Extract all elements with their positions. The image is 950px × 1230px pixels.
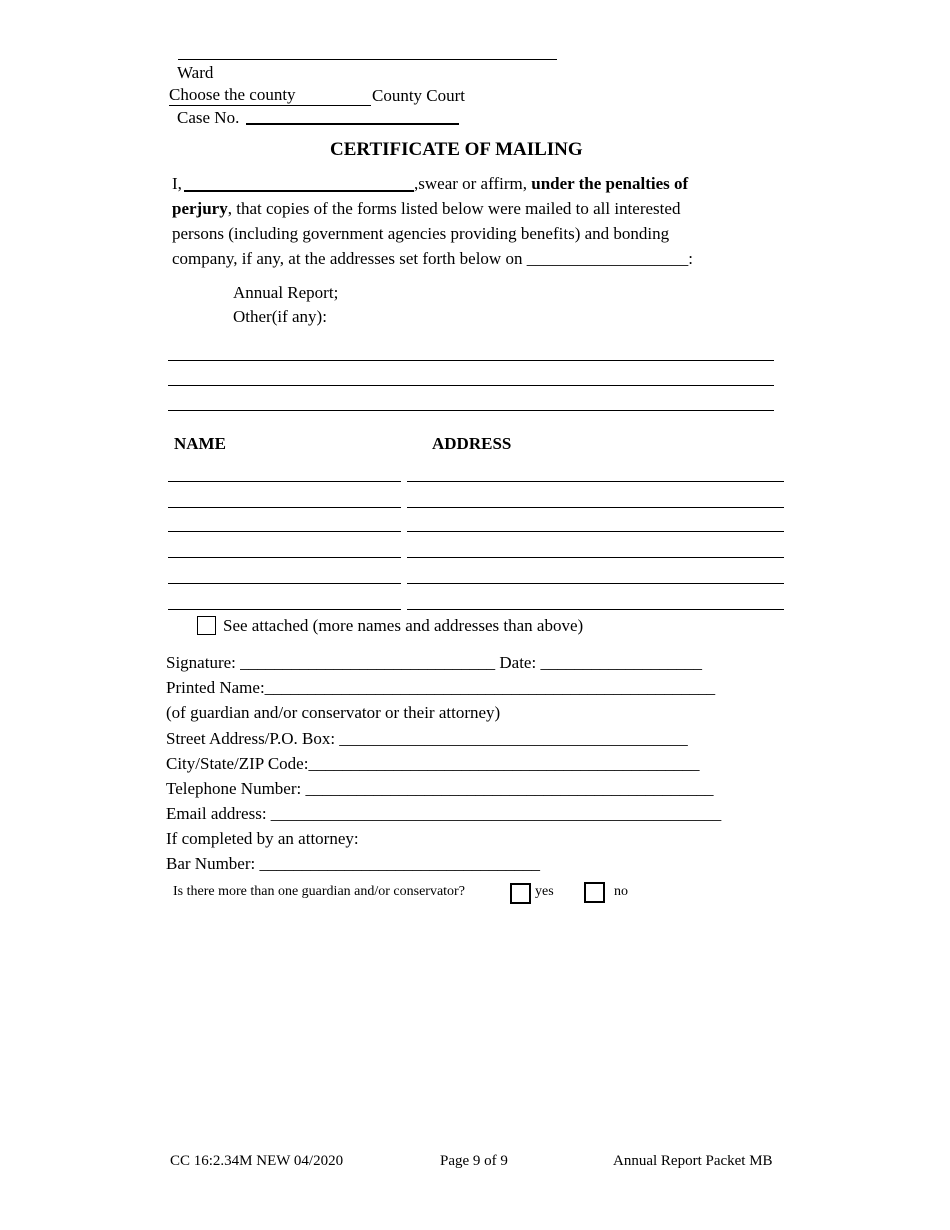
ward-name-field[interactable] xyxy=(178,38,561,60)
city-state-zip-line[interactable]: City/State/ZIP Code:______________________________________________ xyxy=(166,754,700,773)
statement-line2 xyxy=(172,199,680,219)
email-line[interactable]: Email address: _____________________________________________________ xyxy=(166,804,722,823)
swear-text: ,swear or affirm, xyxy=(414,174,532,193)
name-line[interactable] xyxy=(168,609,401,610)
name-line[interactable] xyxy=(168,481,401,482)
name-line[interactable] xyxy=(168,507,401,508)
line2-text: , that copies of the forms listed below were mailed to all interested xyxy=(227,199,681,218)
affiant-name-field[interactable] xyxy=(184,172,418,194)
see-attached-label: See attached (more names and addresses than above) xyxy=(223,616,584,635)
statement-i-label: I, xyxy=(172,174,182,193)
address-column-header: ADDRESS xyxy=(432,434,512,453)
perjury-text: perjury xyxy=(172,199,228,218)
address-line[interactable] xyxy=(407,531,784,532)
annual-report-label: Annual Report; xyxy=(233,283,339,302)
address-line[interactable] xyxy=(407,507,784,508)
name-line[interactable] xyxy=(168,557,401,558)
statement-line4: company, if any, at the addresses set forth below on ___________________: xyxy=(172,249,693,268)
yes-label: yes xyxy=(535,884,554,899)
footer-packet-name: Annual Report Packet MB xyxy=(613,1153,773,1169)
bar-number-line[interactable]: Bar Number: _________________________________ xyxy=(166,854,540,873)
statement-line1 xyxy=(414,174,688,194)
name-line[interactable] xyxy=(168,583,401,584)
no-label: no xyxy=(614,884,628,899)
address-line[interactable] xyxy=(407,609,784,610)
other-field-3[interactable] xyxy=(168,390,778,412)
yes-checkbox[interactable] xyxy=(510,883,531,904)
name-line[interactable] xyxy=(168,531,401,532)
street-address-line[interactable]: Street Address/P.O. Box: _________________________________________ xyxy=(166,729,688,748)
other-label: Other(if any): xyxy=(233,307,327,326)
county-dropdown[interactable]: Choose the county xyxy=(169,85,371,106)
case-no-field[interactable] xyxy=(246,104,463,126)
statement-line3: persons (including government agencies providing benefits) and bonding xyxy=(172,224,670,243)
footer-form-id: CC 16:2.34M NEW 04/2020 xyxy=(170,1153,344,1169)
other-field-1[interactable] xyxy=(168,340,778,362)
see-attached-checkbox[interactable] xyxy=(197,616,216,635)
footer-page-number: Page 9 of 9 xyxy=(440,1153,508,1169)
guardian-question-label: Is there more than one guardian and/or conservator? xyxy=(173,884,465,899)
telephone-line[interactable]: Telephone Number: ________________________________________________ xyxy=(166,779,714,798)
address-line[interactable] xyxy=(407,557,784,558)
ward-label: Ward xyxy=(177,63,214,82)
signature-line[interactable]: Signature: ______________________________ Date: ___________________ xyxy=(166,653,702,672)
printed-name-line[interactable]: Printed Name:_____________________________________________________ xyxy=(166,678,716,697)
if-attorney-label: If completed by an attorney: xyxy=(166,829,359,848)
address-line[interactable] xyxy=(407,481,784,482)
no-checkbox[interactable] xyxy=(584,882,605,903)
address-line[interactable] xyxy=(407,583,784,584)
page-title: CERTIFICATE OF MAILING xyxy=(330,139,583,160)
name-column-header: NAME xyxy=(174,434,226,453)
other-field-2[interactable] xyxy=(168,365,778,387)
county-court-label: County Court xyxy=(372,86,466,105)
of-guardian-label: (of guardian and/or conservator or their attorney) xyxy=(166,703,501,722)
penalties-text: under the penalties of xyxy=(531,174,689,193)
case-no-label: Case No. xyxy=(177,108,240,127)
